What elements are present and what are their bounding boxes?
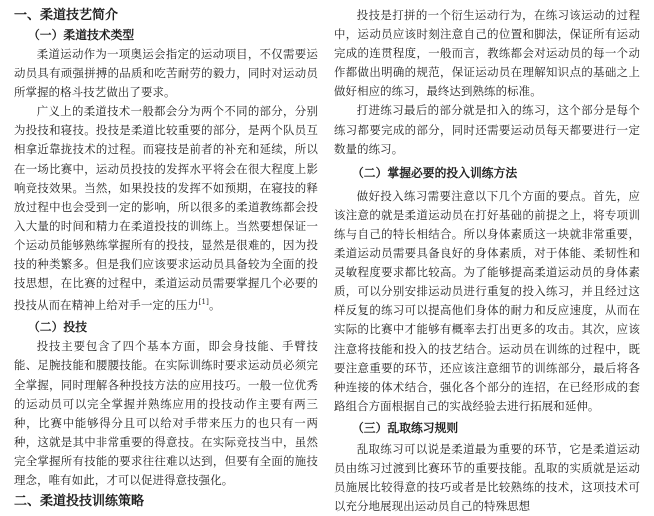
- citation-ref: [1]: [198, 298, 210, 307]
- paragraph: 投技是打拼的一个衍生运动行为，在练习该运动的过程中，运动员应该时刻注意自己的位置和脚法，保证所有运动完成的连贯程度，一般而言，教练都会对运动员的每一个动作都做出明确的规范，保证运动员在理解知识点的基础之上做好相应的练习，最终达到熟练的标准。: [334, 8, 640, 99]
- paragraph: [14, 102, 318, 315]
- paragraph: 投技主要包含了四个基本方面，即会身技能、手臂技能、足腕技能和腰腰技能。在实际训练时要求运动员必须完全掌握，同时理解各种投技方法的应用技巧。一般一位优秀的运动员可以完全掌握并熟练应用的投技动作主要有两三种，比赛中能够得分且可以给对手带来压力的也只有一两种，这就是其中非常重要的得意技。在实际竞技当中，虽然完全掌握所有技能的要求往往难以达到，但要有全面的施技理念，唯有如此，才可以促进得意技强化。: [14, 339, 318, 487]
- paragraph-end: 。: [209, 298, 221, 313]
- paragraph: 做好投入练习需要注意以下几个方面的要点。首先，应该注意的就是柔道运动员在打好基础的前提之上，将专项训练与自己的特长相结合。所以身体素质这一块就非常重要，柔道运动员需要具备良好的身体素质，对于体能、柔韧性和灵敏程度要求都比较高。为了能够提高柔道运动员的身体素质，可以分别安排运动员进行重复的投入练习，并且经过这样反复的练习可以提高他们身体的耐力和反应速度，从而在实际的比赛中才能够有概率去打出更多的攻击。其次，应该注意将技能和投入的技艺结合。运动员在训练的过程中，既要注意重要的环节，还应该注意细节的训练部分，最后将各种连接的体术结合，强化各个部分的连招，在已经形成的套路组合方面根据自己的实战经验去进行拓展和延伸。: [334, 188, 640, 413]
- subsection-heading-technique-types: （一）柔道技术类型: [28, 28, 135, 42]
- section-heading-intro: 一、柔道技艺简介: [14, 8, 119, 23]
- right-column: [334, 6, 640, 514]
- paragraph: 乱取练习可以说是柔道最为重要的环节，它是柔道运动员由练习过渡到比赛环节的重要技能。乱取的实质就是运动员施展比较得意的技巧或者是比较熟练的技术，这项技术可以充分地展现出运动员自己的特殊思想: [334, 441, 640, 514]
- left-column: [14, 6, 318, 510]
- paragraph: 柔道运动作为一项奥运会指定的运动项目，不仅需要运动员具有顽强拼搏的品质和吃苦耐劳的毅力，同时对运动员所掌握的格斗技艺做出了要求。: [14, 47, 318, 100]
- subsection-heading-throws: （二）投技: [28, 320, 87, 335]
- subsection-heading-randori: （三）乱取练习规则: [352, 420, 459, 435]
- section-heading-strategy: 二、柔道投技训练策略: [14, 494, 145, 510]
- paragraph-text: 广义上的柔道技术一般都会分为两个不同的部分，分别为投技和寝技。投技是柔道比较重要的部分，是两个队员互相拿近靠拢技术的过程。而寝技是前者的补充和延续，所以在一场比赛中，运动员投技的发挥水平将会在很大程度上影响竞技效果。当然，如果投技的发挥不如预期，在寝技的释放过程中也会受到一定的影响，所以很多的柔道教练都会投入大量的时间和精力在柔道投技的训练上。当然要想保证一个运动员能够熟练掌握所有的投技，显然是很难的，因为投技的种类繁多。但是我们应该要求运动员具备较为全面的投技思想，在比赛的过程中，柔道运动员需要掌握几个必要的投技从而在精神上给对手一定的压力: [14, 104, 318, 313]
- paragraph: 打进练习最后的部分就是扣入的练习，这个部分是每个练习都要完成的部分，同时还需要运动员每天都要进行一定数量的练习。: [334, 103, 640, 156]
- subsection-heading-entry-training: （二）掌握必要的投入训练方法: [352, 165, 518, 180]
